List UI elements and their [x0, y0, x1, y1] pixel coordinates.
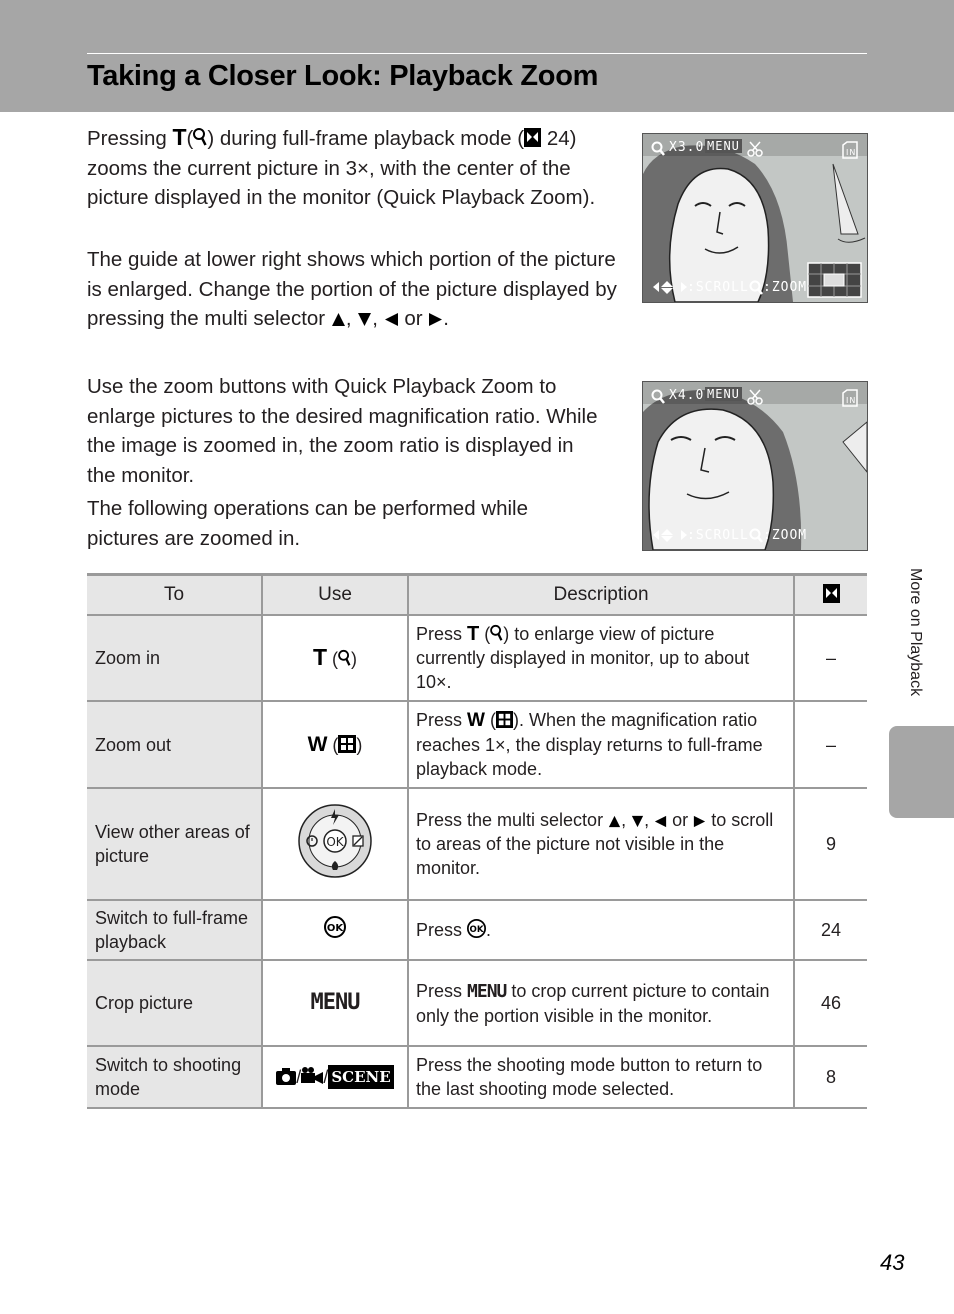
row-reference: 8 [794, 1046, 867, 1108]
row-use [262, 960, 408, 1046]
tele-key-symbol: T [172, 124, 187, 150]
thumbnail-grid-icon [496, 711, 513, 728]
row-to: Switch to full-frame playback [87, 900, 262, 960]
menu-osd-label: MENU [707, 139, 740, 153]
table-row [87, 701, 867, 788]
table-header-row [87, 575, 867, 616]
arrow-left-icon [384, 312, 399, 327]
tele-key-symbol: T [467, 623, 480, 645]
wide-key-symbol: W [307, 732, 328, 756]
row-use: T ( ) [262, 615, 408, 701]
zoom-hint-magnifier-icon [749, 528, 763, 544]
zoom-magnifier-icon [651, 389, 665, 405]
header-use: Use [262, 575, 408, 616]
table-row [87, 788, 867, 900]
svg-text:OK: OK [469, 924, 484, 935]
section-side-tab [889, 726, 954, 818]
header-band [0, 0, 954, 112]
zoom-paragraph-1: Use the zoom buttons with Quick Playback Zoom to enlarge pictures to the desired magnification ratio. While the image is zoomed in, the zoom ratio is displayed in the monitor. [87, 375, 598, 487]
monitor-screenshot-zoom-3x [642, 133, 868, 303]
scroll-hint: :SCROLL [687, 280, 749, 295]
svg-text:OK: OK [326, 835, 344, 849]
row-use: W ( ) [262, 701, 408, 788]
intro-paragraph-2: The guide at lower right shows which portion of the picture is enlarged. Change the portion of the picture displayed by pressing the multi selector , , or . [87, 248, 617, 330]
zoom-magnifier-icon [651, 141, 665, 157]
wide-key-symbol: W [467, 710, 485, 731]
row-to: View other areas of picture [87, 788, 262, 900]
section-side-label: More on Playback [907, 568, 924, 697]
table-row [87, 960, 867, 1046]
row-description: Press MENU to crop current picture to contain only the portion visible in the monitor. [408, 960, 794, 1046]
scroll-hint: :SCROLL [687, 528, 749, 543]
movie-mode-icon [301, 1067, 323, 1085]
row-reference: 9 [794, 788, 867, 900]
magnifier-icon [193, 127, 207, 147]
magnifier-icon [490, 624, 503, 642]
row-reference: – [794, 701, 867, 788]
arrow-up-icon [331, 312, 346, 327]
magnifier-icon [338, 649, 351, 667]
tele-key-symbol: T [312, 644, 328, 670]
arrow-down-icon [357, 312, 372, 327]
arrow-right-icon [428, 312, 443, 327]
arrow-right-icon [693, 815, 706, 828]
row-to: Crop picture [87, 960, 262, 1046]
table-row [87, 1046, 867, 1108]
row-description: Press the shooting mode button to return to the last shooting mode selected. [408, 1046, 794, 1108]
menu-osd-label: MENU [707, 387, 740, 401]
arrow-down-icon [631, 815, 644, 828]
page-title: Taking a Closer Look: Playback Zoom [87, 60, 599, 92]
monitor-screenshot-zoom-4x [642, 381, 868, 551]
row-description: Press T ( ) to enlarge view of picture currently displayed in monitor, up to about 10×. [408, 615, 794, 701]
zoom-hint: :ZOOM [763, 528, 808, 543]
row-description: Press the multi selector , , or to scroll to areas of the picture not visible in the monitor. [408, 788, 794, 900]
header-description: Description [408, 575, 794, 616]
row-to: Zoom in [87, 615, 262, 701]
thumbnail-grid-icon [338, 735, 356, 753]
row-description: Press OK . [408, 900, 794, 960]
ok-button-icon [467, 919, 486, 938]
row-reference: 46 [794, 960, 867, 1046]
scissors-icon [747, 389, 763, 405]
row-use: / / SCENE [262, 1046, 408, 1108]
camera-mode-icon [276, 1067, 296, 1085]
row-use [262, 900, 408, 960]
svg-text:OK: OK [326, 923, 344, 934]
table-row [87, 900, 867, 960]
row-to: Switch to shooting mode [87, 1046, 262, 1108]
scene-mode-icon: SCENE [328, 1065, 393, 1089]
multi-selector-icon [651, 527, 687, 543]
header-reference [794, 575, 867, 616]
zoom-guide-navigator [807, 262, 862, 298]
menu-button-symbol: MENU [467, 980, 507, 1002]
multi-selector-dial-icon [297, 803, 373, 879]
zoom-ratio-readout: X3.0 [669, 140, 705, 155]
internal-memory-icon [842, 141, 858, 159]
zoom-hint: :ZOOM [763, 280, 808, 295]
zoom-ratio-readout: X4.0 [669, 388, 705, 403]
menu-button-symbol: MENU [310, 990, 360, 1015]
row-use [262, 788, 408, 900]
header-rule [87, 53, 867, 54]
table-row [87, 615, 867, 701]
zoomed-portrait-image [643, 382, 867, 550]
svg-text:IN: IN [846, 148, 857, 157]
svg-text:IN: IN [846, 396, 857, 405]
arrow-left-icon [654, 815, 667, 828]
operations-table [87, 573, 867, 1109]
zoom-hint-magnifier-icon [749, 280, 763, 296]
page-number: 43 [880, 1250, 905, 1275]
internal-memory-icon [842, 389, 858, 407]
scissors-icon [747, 141, 763, 157]
row-reference: – [794, 615, 867, 701]
header-to: To [87, 575, 262, 616]
row-reference: 24 [794, 900, 867, 960]
intro-paragraph-1: Pressing T( ) during full-frame playback mode ( 24) zooms the current picture in 3×, with the center of the picture displayed in the monitor (Quick Playback Zoom). [87, 124, 596, 209]
zoom-paragraph-2: The following operations can be performed while pictures are zoomed in. [87, 497, 529, 550]
reference-icon [823, 584, 840, 603]
row-description: Press W ( ). When the magnification ratio reaches 1×, the display returns to full-frame playback mode. [408, 701, 794, 788]
row-to: Zoom out [87, 701, 262, 788]
arrow-up-icon [608, 815, 621, 828]
reference-icon [524, 128, 541, 147]
ok-button-icon [324, 916, 346, 938]
multi-selector-icon [651, 279, 687, 295]
